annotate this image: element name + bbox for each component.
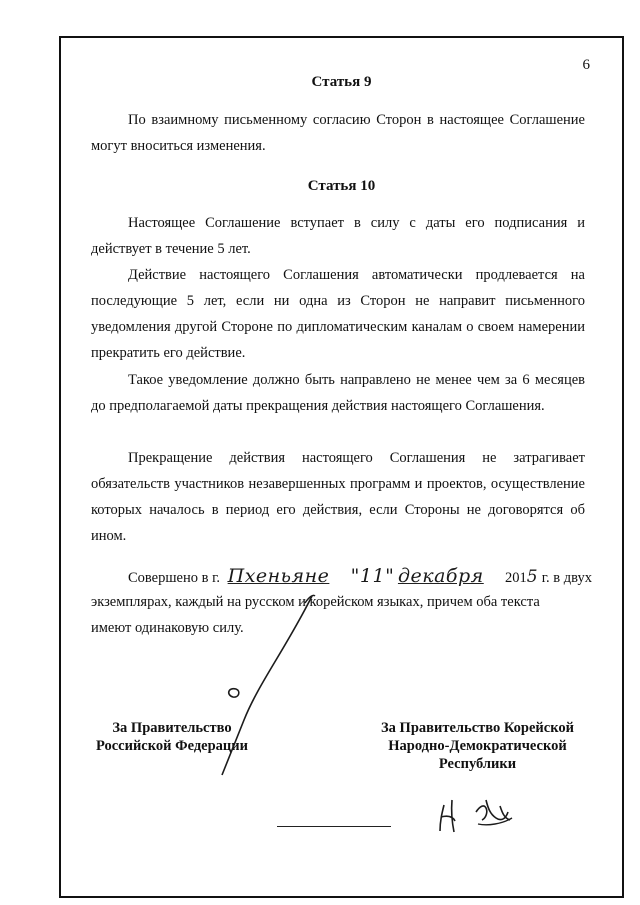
- signature-block-dprk: [365, 719, 590, 773]
- handwritten-day: 11: [359, 565, 386, 587]
- article-10-text-2: Действие настоящего Соглашения автоматически продлевается на последующие 5 лет, если ни одна из Сторон не направит письменного уведомления другой Стороне по дипломатическим каналам о своем намерении прекратить его действие.: [91, 267, 585, 361]
- signature-russia-line-1: За Правительство: [112, 720, 232, 736]
- handwritten-quote-close: ": [385, 565, 395, 587]
- handwritten-year-digit: 5: [526, 567, 539, 587]
- page-number: 6: [582, 57, 590, 73]
- handwritten-quote-open: ": [350, 565, 360, 587]
- handwritten-city: Пхеньяне: [227, 565, 330, 587]
- article-10-paragraph-3: [91, 367, 585, 419]
- signature-dprk-line-3: Республики: [438, 756, 517, 772]
- handwritten-month: декабря: [397, 565, 484, 587]
- year-prefix: 201: [505, 570, 527, 586]
- signature-russia-line-2: Российской Федерации: [95, 738, 248, 754]
- year-suffix: г. в двух: [541, 570, 592, 586]
- article-10-paragraph-1: [91, 210, 585, 262]
- article-10-heading: Статья 10: [307, 178, 376, 194]
- article-9-paragraph: [91, 107, 585, 159]
- article-10-text-1: Настоящее Соглашение вступает в силу с даты его подписания и действует в течение 5 лет.: [91, 215, 585, 257]
- article-10-paragraph-2: [91, 262, 585, 366]
- signature-line: [277, 826, 391, 827]
- signature-block-russia: [82, 719, 262, 755]
- done-prefix: Совершено в г.: [128, 570, 221, 586]
- signature-dprk-line-1: За Правительство Корейской: [381, 720, 574, 736]
- article-9-text: По взаимному письменному согласию Сторон в настоящее Соглашение могут вноситься изменения.: [91, 112, 585, 154]
- done-at-line: [128, 565, 592, 587]
- article-10-text-4: Прекращение действия настоящего Соглашения не затрагивает обязательств участников незавершенных программ и проектов, осуществление которых началось в период его действия, если Стороны не договорятся об ином.: [91, 450, 585, 544]
- article-10-text-3: Такое уведомление должно быть направлено не менее чем за 6 месяцев до предполагаемой даты прекращения действия настоящего Соглашения.: [91, 372, 585, 414]
- article-9-heading: Статья 9: [311, 74, 372, 90]
- signature-dprk-line-2: Народно-Демократической: [388, 738, 567, 754]
- article-10-paragraph-4: [91, 445, 585, 549]
- done-line-2: экземплярах, каждый на русском и корейском языках, причем оба текста: [91, 594, 540, 610]
- done-line-3: имеют одинаковую силу.: [91, 620, 244, 636]
